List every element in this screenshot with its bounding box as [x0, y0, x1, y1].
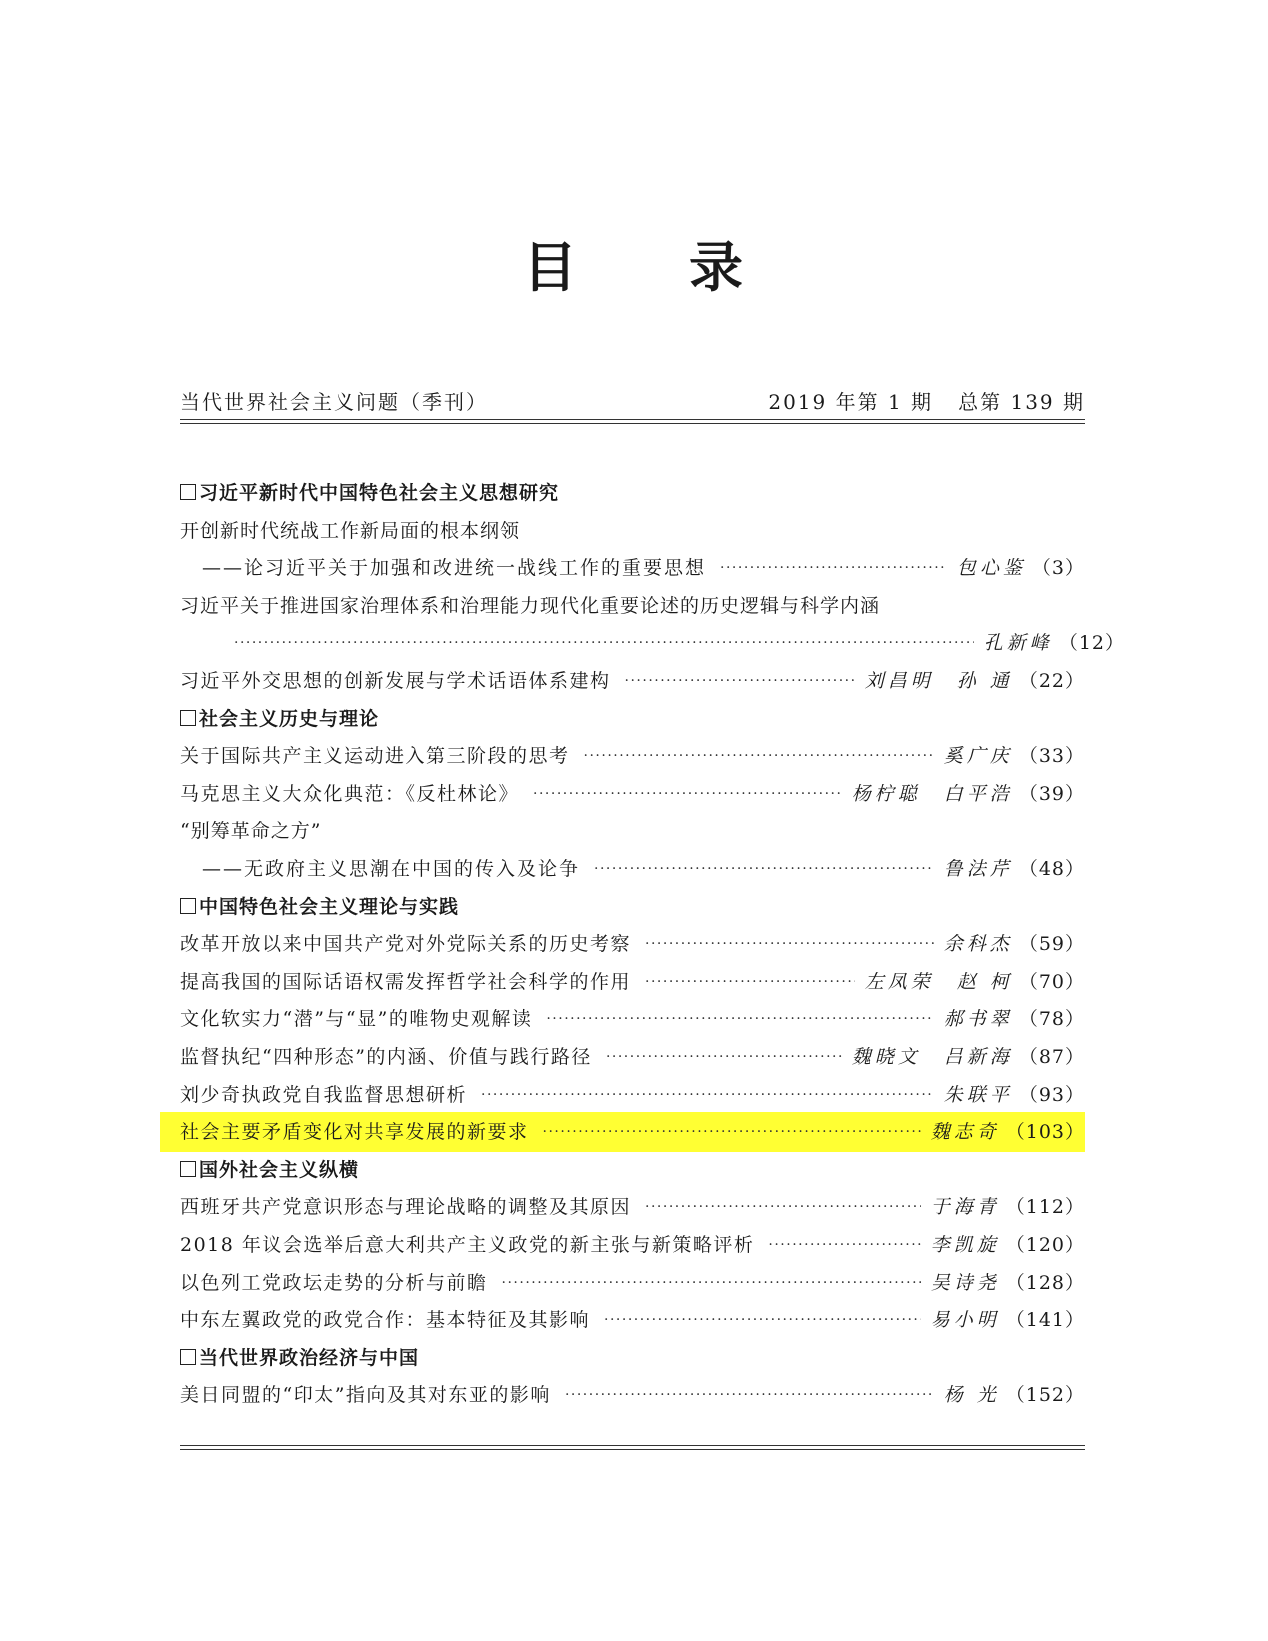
toc-entry[interactable] — [180, 1076, 1085, 1114]
entry-title: 2018 年议会选举后意大利共产主义政党的新主张与新策略评析 — [180, 1234, 755, 1256]
toc-entry[interactable] — [180, 1188, 1085, 1226]
dot-leader — [720, 549, 947, 587]
dot-leader — [645, 963, 855, 1001]
entry-title: 西班牙共产党意识形态与理论战略的调整及其原因 — [180, 1196, 632, 1219]
section-heading-text: 习近平新时代中国特色社会主义思想研究 — [199, 482, 560, 504]
entry-author: 易小明 — [930, 1309, 1000, 1332]
entry-page: （78） — [1018, 1008, 1085, 1031]
toc-entry[interactable] — [180, 1301, 1085, 1339]
entry-author: 杨 光 — [943, 1384, 1000, 1407]
dot-leader — [584, 737, 934, 775]
toc-entry[interactable] — [180, 737, 1085, 775]
section-heading-text: 社会主义历史与理论 — [199, 707, 380, 730]
entry-page: （93） — [1018, 1083, 1085, 1106]
entry-page: （70） — [1018, 970, 1085, 993]
entry-author: 奚广庆 — [943, 745, 1013, 768]
entry-author: 于海青 — [930, 1196, 1000, 1219]
entry-title: 美日同盟的“印太”指向及其对东亚的影响 — [180, 1384, 551, 1407]
entry-title: 监督执纪“四种形态”的内涵、价值与践行路径 — [180, 1046, 592, 1068]
dot-leader — [502, 1264, 921, 1302]
checkbox-square-icon — [180, 1161, 196, 1177]
checkbox-square-icon — [180, 1349, 196, 1365]
dot-leader — [481, 1076, 934, 1114]
toc-entry[interactable] — [180, 775, 1085, 813]
toc-entry[interactable] — [180, 1038, 1085, 1076]
entry-author: 鲁法芹 — [943, 858, 1013, 880]
dot-leader — [533, 775, 842, 813]
entry-author: 孔新峰 — [983, 632, 1053, 655]
entry-title: 中东左翼政党的政党合作：基本特征及其影响 — [180, 1309, 591, 1332]
entry-author: 余科杰 — [943, 933, 1013, 956]
toc-entry[interactable] — [180, 1264, 1085, 1302]
dot-leader — [546, 1000, 933, 1038]
entry-page: （22） — [1018, 670, 1085, 692]
entry-page: （141） — [1005, 1309, 1085, 1332]
toc-entry[interactable] — [180, 1000, 1085, 1038]
entry-title: 习近平关于推进国家治理体系和治理能力现代化重要论述的历史逻辑与科学内涵 — [180, 594, 881, 617]
entry-author: 刘昌明 孙 通 — [864, 670, 1013, 692]
entry-author: 吴诗尧 — [930, 1271, 1000, 1294]
entry-title: 以色列工党政坛走势的分析与前瞻 — [180, 1271, 488, 1294]
entry-title: 文化软实力“潜”与“显”的唯物史观解读 — [180, 1008, 533, 1031]
entry-page: （12） — [1058, 632, 1125, 655]
entry-title: 习近平外交思想的创新发展与学术话语体系建构 — [180, 670, 611, 692]
entry-page: （87） — [1018, 1046, 1085, 1068]
entry-title: 社会主要矛盾变化对共享发展的新要求 — [180, 1121, 529, 1144]
toc-entry-title-line[interactable] — [180, 812, 1085, 850]
entry-title: “别筹革命之方” — [180, 820, 322, 843]
page-title-char-2: 录 — [689, 236, 745, 299]
toc-entry[interactable] — [180, 549, 1085, 587]
entry-title: 马克思主义大众化典范：《反杜林论》 — [180, 782, 520, 805]
dot-leader — [606, 1038, 842, 1076]
entry-title: 开创新时代统战工作新局面的根本纲领 — [180, 519, 521, 542]
entry-title: 改革开放以来中国共产党对外党际关系的历史考察 — [180, 933, 632, 956]
entry-author: 魏志奇 — [930, 1121, 1000, 1144]
toc-entry[interactable] — [180, 1113, 1085, 1151]
entry-page: （48） — [1018, 858, 1085, 880]
dot-leader — [604, 1301, 921, 1339]
entry-page: （3） — [1031, 557, 1085, 580]
dot-leader — [543, 1113, 921, 1151]
toc-entry-title-line[interactable] — [180, 587, 1085, 625]
checkbox-square-icon — [180, 898, 196, 914]
masthead-rule — [180, 419, 1085, 424]
section-heading — [180, 1151, 1085, 1189]
entry-page: （112） — [1005, 1196, 1085, 1219]
toc-entry[interactable] — [180, 963, 1085, 1001]
section-heading-text: 中国特色社会主义理论与实践 — [199, 895, 460, 918]
entry-author: 李凯旋 — [930, 1234, 1000, 1256]
dot-leader — [768, 1226, 920, 1264]
checkbox-square-icon — [180, 710, 196, 726]
entry-author: 魏晓文 吕新海 — [851, 1046, 1013, 1068]
entry-page: （33） — [1018, 745, 1085, 768]
section-heading — [180, 474, 1085, 512]
page-title — [0, 228, 1268, 308]
toc-entry[interactable] — [180, 925, 1085, 963]
masthead — [180, 385, 1085, 419]
entry-subtitle: ——无政府主义思潮在中国的传入及论争 — [202, 858, 581, 880]
toc-entry[interactable] — [180, 624, 1125, 662]
entry-author: 左凤荣 赵 柯 — [864, 970, 1013, 993]
dot-leader — [645, 925, 934, 963]
toc-entry[interactable] — [180, 662, 1085, 700]
journal-name: 当代世界社会主义问题（季刊） — [180, 390, 488, 414]
section-heading — [180, 1339, 1085, 1377]
entry-page: （128） — [1005, 1271, 1085, 1294]
section-heading-text: 当代世界政治经济与中国 — [199, 1346, 420, 1369]
entry-author: 杨柠聪 白平浩 — [851, 782, 1013, 805]
dot-leader — [625, 662, 855, 700]
section-heading — [180, 888, 1085, 926]
page-title-char-1: 目 — [523, 236, 579, 299]
checkbox-square-icon — [180, 484, 196, 500]
entry-title: 关于国际共产主义运动进入第三阶段的思考 — [180, 745, 570, 768]
toc-entry[interactable] — [180, 1376, 1085, 1414]
entry-title: 提高我国的国际话语权需发挥哲学社会科学的作用 — [180, 970, 632, 993]
dot-leader — [645, 1188, 921, 1226]
entry-title: 刘少奇执政党自我监督思想研析 — [180, 1083, 468, 1106]
entry-subtitle: ——论习近平关于加强和改进统一战线工作的重要思想 — [202, 557, 707, 580]
entry-page: （39） — [1018, 782, 1085, 805]
entry-page: （103） — [1005, 1121, 1085, 1144]
entry-page: （120） — [1005, 1234, 1085, 1256]
entry-page: （152） — [1005, 1384, 1085, 1407]
toc-entry-title-line[interactable] — [180, 512, 1085, 550]
section-heading — [180, 700, 1085, 738]
issue-number: 2019 年第 1 期 总第 139 期 — [768, 390, 1085, 414]
toc-entry[interactable] — [180, 850, 1085, 888]
entry-author: 包心鉴 — [956, 557, 1026, 580]
entry-author: 郝书翠 — [943, 1008, 1013, 1031]
section-heading-text: 国外社会主义纵横 — [199, 1158, 360, 1181]
toc-entry[interactable] — [180, 1226, 1085, 1264]
dot-leader — [594, 850, 934, 888]
bottom-rule — [180, 1445, 1085, 1450]
entry-author: 朱联平 — [943, 1083, 1013, 1106]
dot-leader — [565, 1376, 934, 1414]
dot-leader — [234, 624, 974, 662]
entry-page: （59） — [1018, 933, 1085, 956]
